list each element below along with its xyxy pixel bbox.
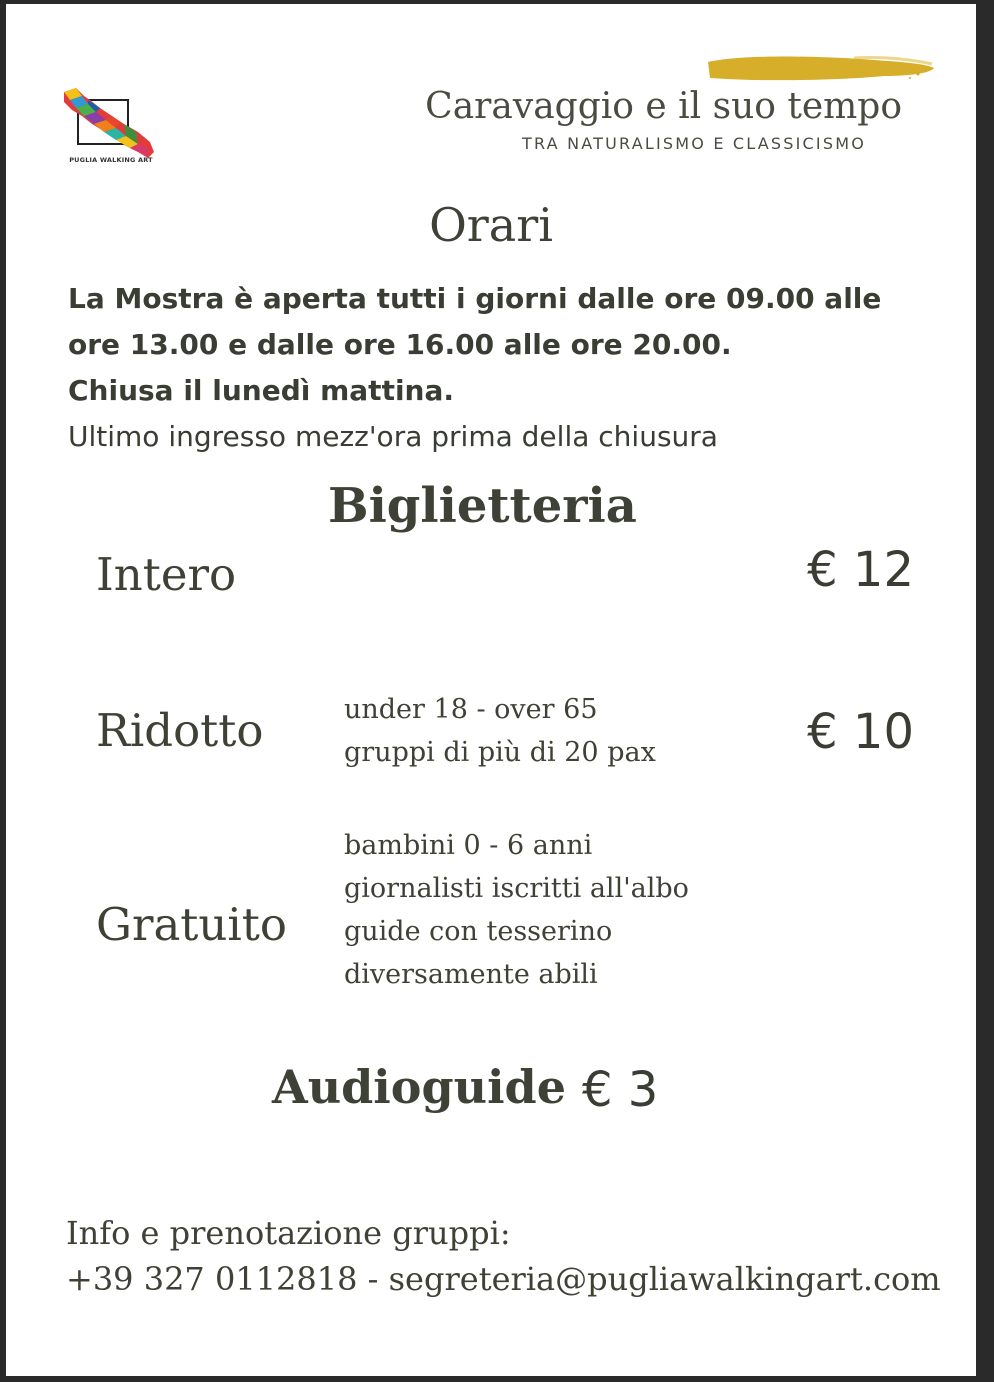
ticket-intero-label: Intero <box>96 548 237 601</box>
contact-info <box>66 1210 941 1302</box>
audioguide-label: Audioguide <box>272 1060 566 1114</box>
puglia-walking-art-logo <box>54 86 158 174</box>
ticket-gratuito-notes <box>344 824 689 996</box>
audioguide-price: € 3 <box>582 1062 659 1118</box>
biglietteria-heading: Biglietteria <box>328 478 637 534</box>
gratuito-note: bambini 0 - 6 anni <box>344 830 593 861</box>
exhibition-subtitle: TRA NATURALISMO E CLASSICISMO <box>522 134 866 153</box>
ridotto-note: under 18 - over 65 <box>344 694 598 725</box>
gratuito-note: giornalisti iscritti all'albo <box>344 873 689 904</box>
ticket-ridotto-notes <box>344 688 656 774</box>
ticket-ridotto-label: Ridotto <box>96 704 264 757</box>
ridotto-note: gruppi di più di 20 pax <box>344 737 656 768</box>
puglia-map-mosaic-icon <box>54 86 158 162</box>
orari-heading: Orari <box>429 198 553 252</box>
hours-line-1: La Mostra è aperta tutti i giorni dalle ore 09.00 alle <box>68 282 882 315</box>
exhibition-title: Caravaggio e il suo tempo <box>425 86 902 127</box>
closing-note: Chiusa il lunedì mattina. <box>68 374 455 407</box>
last-entry-note: Ultimo ingresso mezz'ora prima della chiusura <box>68 420 718 453</box>
logo-caption: PUGLIA WALKING ART <box>69 156 153 164</box>
gratuito-note: guide con tesserino <box>344 916 613 947</box>
flyer-page <box>6 4 976 1376</box>
hours-line-2: ore 13.00 e dalle ore 16.00 alle ore 20.00. <box>68 328 732 361</box>
opening-hours <box>68 276 968 460</box>
ticket-intero-price: € 12 <box>807 542 914 598</box>
info-heading: Info e prenotazione gruppi: <box>66 1214 511 1252</box>
gratuito-note: diversamente abili <box>344 959 598 990</box>
ticket-ridotto-price: € 10 <box>807 704 914 760</box>
ticket-gratuito-label: Gratuito <box>96 898 287 951</box>
contact-line: +39 327 0112818 - segreteria@pugliawalkingart.com <box>66 1260 941 1298</box>
